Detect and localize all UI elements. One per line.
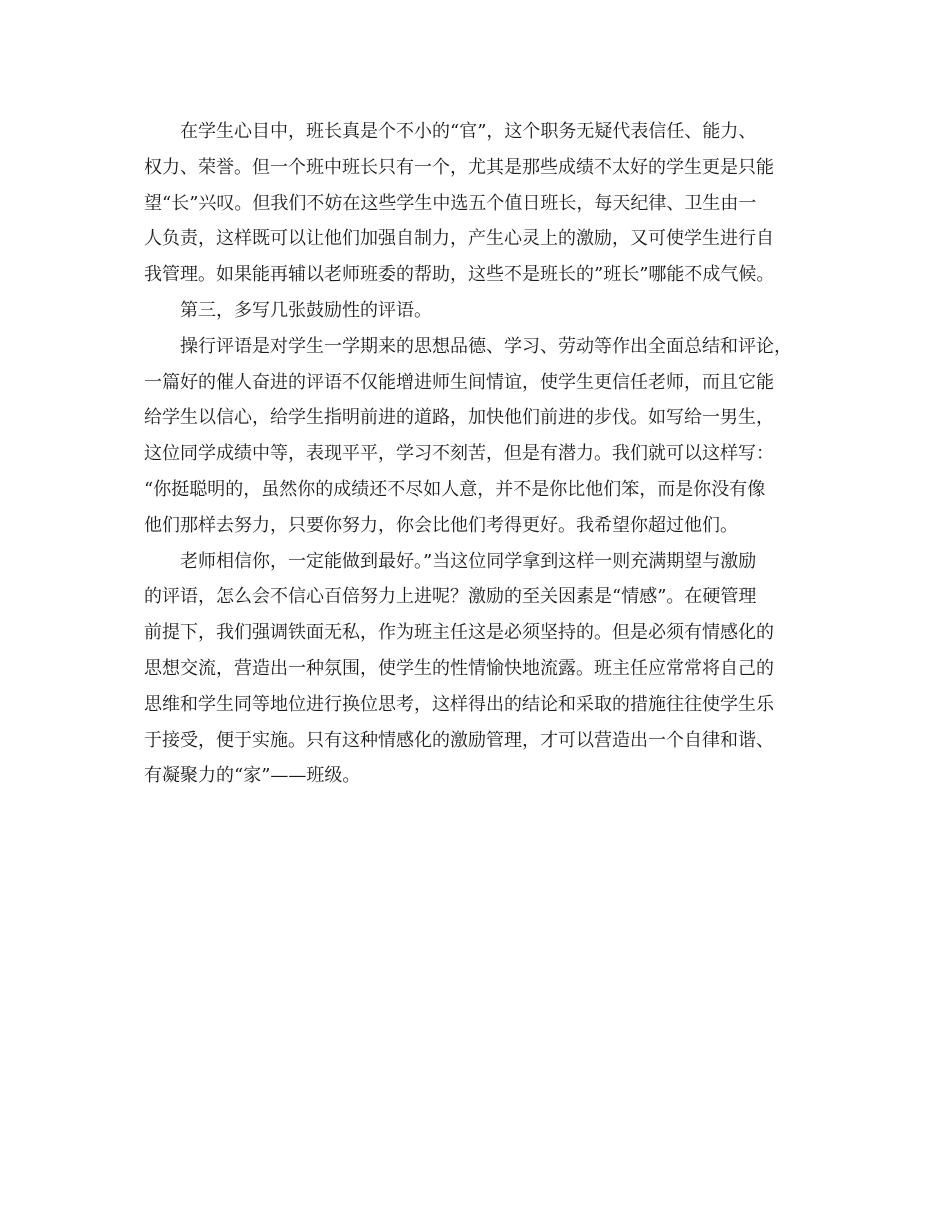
text-line: 一篇好的催人奋进的评语不仅能增进师生间情谊，使学生更信任老师，而且它能 [144,371,774,393]
text-line: 老师相信你，一定能做到最好。”当这位同学拿到这样一则充满期望与激励 [180,550,757,572]
text-line: 思维和学生同等地位进行换位思考，这样得出的结论和采取的措施往往使学生乐 [144,693,774,715]
text-line: 前提下，我们强调铁面无私，作为班主任这是必须坚持的。但是必须有情感化的 [144,622,774,644]
text-line: 在学生心目中，班长真是个不小的“官”，这个职务无疑代表信任、能力、 [180,121,757,142]
body-text [144,114,808,794]
text-line: 操行评语是对学生一学期来的思想品德、学习、劳动等作出全面总结和评论， [180,335,792,357]
text-line: 权力、荣誉。但一个班中班长只有一个，尤其是那些成绩不太好的学生更是只能 [144,156,774,178]
text-line: 我管理。如果能再辅以老师班委的帮助，这些不是班长的”班长”哪能不成气候。 [144,264,775,286]
text-line: 人负责，这样既可以让他们加强自制力，产生心灵上的激励，又可使学生进行自 [144,228,774,250]
text-line: 他们那样去努力，只要你努力，你会比他们考得更好。我希望你超过他们。 [144,514,738,536]
text-line: “你挺聪明的，虽然你的成绩还不尽如人意，并不是你比他们笨，而是你没有像 [144,478,766,500]
section-heading: 第三，多写几张鼓励性的评语。 [180,299,432,321]
text-line: 思想交流，营造出一种氛围，使学生的性情愉快地流露。班主任应常常将自己的 [144,657,774,679]
text-line: 给学生以信心，给学生指明前进的道路，加快他们前进的步伐。如写给一男生， [144,407,774,429]
text-line: 于接受，便于实施。只有这种情感化的激励管理，才可以营造出一个自律和谐、 [144,729,774,751]
text-line: 的评语，怎么会不信心百倍努力上进呢？激励的至关因素是“情感”。在硬管理 [144,586,757,608]
text-line: 有凝聚力的“家”——班级。 [144,765,361,787]
text-line: 这位同学成绩中等，表现平平，学习不刻苦，但是有潜力。我们就可以这样写： [144,443,774,465]
text-line: 望“长”兴叹。但我们不妨在这些学生中选五个值日班长，每天纪律、卫生由一 [144,192,757,214]
